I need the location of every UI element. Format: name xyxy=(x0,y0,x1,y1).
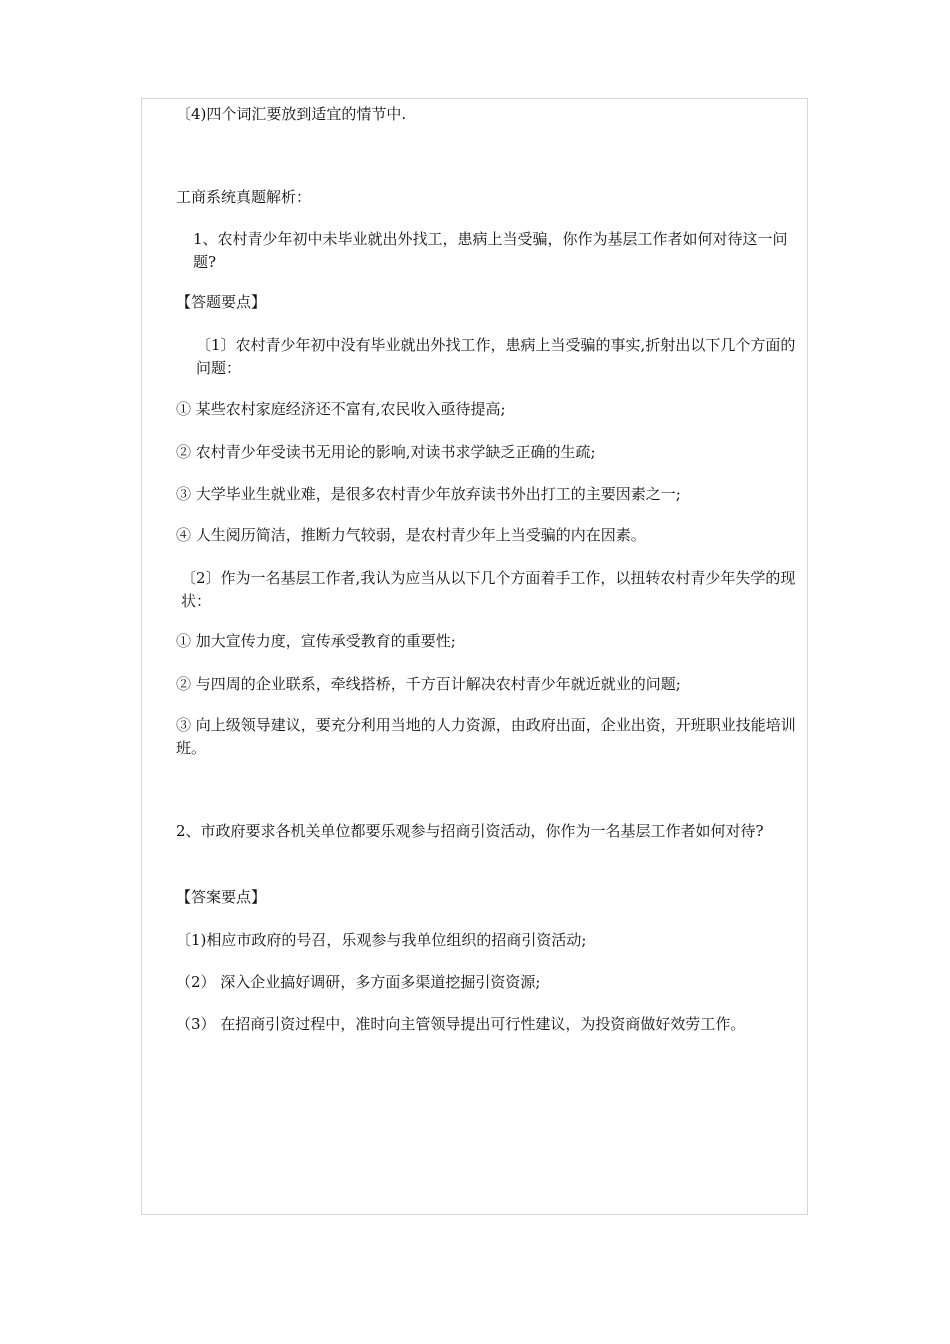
q1-part1-point-2: ② 农村青少年受读书无用论的影响,对读书求学缺乏正确的生疏; xyxy=(176,443,596,461)
q1-part2-point-1: ① 加大宣传力度，宣传承受教育的重要性; xyxy=(176,632,456,650)
q1-part2-intro-text: 〔2〕作为一名基层工作者,我认为应当从以下几个方面着手工作，以扭转农村青少年失学的现状： xyxy=(181,569,796,610)
q1-part2-intro xyxy=(143,567,796,613)
q2-point-2: （2） 深入企业搞好调研，多方面多渠道挖掘引资资源; xyxy=(176,973,541,991)
q2-point-1: 〔1)相应市政府的号召，乐观参与我单位组织的招商引资活动; xyxy=(176,931,587,949)
q1-part1-point-3: ③ 大学毕业生就业难，是很多农村青少年放弃读书外出打工的主要因素之一; xyxy=(176,485,681,503)
question-2 xyxy=(143,820,796,843)
q1-part2-point-2: ② 与四周的企业联系，牵线搭桥，千方百计解决农村青少年就近就业的问题; xyxy=(176,675,681,693)
q1-part1-intro xyxy=(143,334,796,380)
q1-part2-point-3 xyxy=(143,714,796,760)
q2-heading: 【答案要点】 xyxy=(176,888,267,906)
question-2-text: 2、市政府要求各机关单位都要乐观参与招商引资活动，你作为一名基层工作者如何对待? xyxy=(176,822,764,840)
intro-item-4: 〔4)四个词汇要放到适宜的情节中. xyxy=(176,105,407,123)
question-1 xyxy=(143,228,796,274)
q1-part1-point-1: ① 某些农村家庭经济还不富有,农民收入亟待提高; xyxy=(176,400,506,418)
q1-part1-point-4: ④ 人生阅历简洁，推断力气较弱，是农村青少年上当受骗的内在因素。 xyxy=(176,526,646,544)
question-1-text: 1、农村青少年初中未毕业就出外找工，患病上当受骗，你作为基层工作者如何对待这一问题? xyxy=(193,230,788,271)
q1-heading: 【答题要点】 xyxy=(176,293,267,311)
q1-part2-point-3-text: ③ 向上级领导建议，要充分利用当地的人力资源，由政府出面，企业出资，开班职业技能培训班。 xyxy=(176,716,796,757)
q1-part1-intro-text: 〔1〕农村青少年初中没有毕业就出外找工作，患病上当受骗的事实,折射出以下几个方面的问题： xyxy=(196,336,796,377)
q2-point-3: （3） 在招商引资过程中，准时向主管领导提出可行性建议，为投资商做好效劳工作。 xyxy=(176,1015,746,1033)
section-title: 工商系统真题解析： xyxy=(176,188,312,206)
